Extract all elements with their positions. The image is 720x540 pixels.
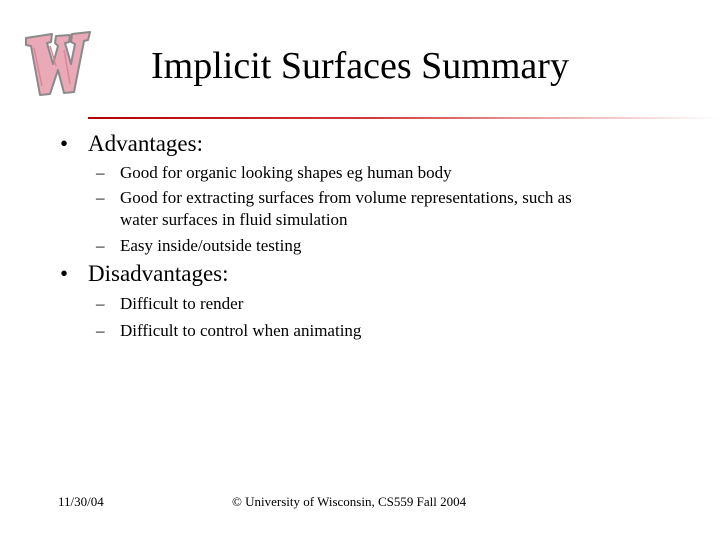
disadvantage-text: Difficult to render xyxy=(120,294,244,313)
bullet-marker: • xyxy=(60,261,69,286)
footer-copyright: © University of Wisconsin, CS559 Fall 2004 xyxy=(232,494,467,509)
advantage-text: Good for organic looking shapes eg human body xyxy=(120,163,452,182)
advantage-text-continued: water surfaces in fluid simulation xyxy=(120,210,348,229)
dash-marker: – xyxy=(96,321,105,340)
bullet-advantages xyxy=(60,130,203,158)
bullet-disadvantages xyxy=(60,260,229,288)
dash-marker: – xyxy=(96,294,105,313)
wisconsin-w-logo-icon xyxy=(20,26,94,100)
title-divider xyxy=(88,117,720,119)
footer-date: 11/30/04 xyxy=(58,494,104,509)
disadvantages-heading: Disadvantages: xyxy=(88,261,229,286)
advantages-heading: Advantages: xyxy=(88,131,203,156)
advantage-text: Easy inside/outside testing xyxy=(120,236,302,255)
dash-marker: – xyxy=(96,188,105,207)
dash-marker: – xyxy=(96,236,105,255)
slide-title: Implicit Surfaces Summary xyxy=(151,45,569,87)
advantage-text: Good for extracting surfaces from volume representations, such as xyxy=(120,188,572,207)
dash-marker: – xyxy=(96,163,105,182)
bullet-marker: • xyxy=(60,131,69,156)
disadvantage-text: Difficult to control when animating xyxy=(120,321,362,340)
